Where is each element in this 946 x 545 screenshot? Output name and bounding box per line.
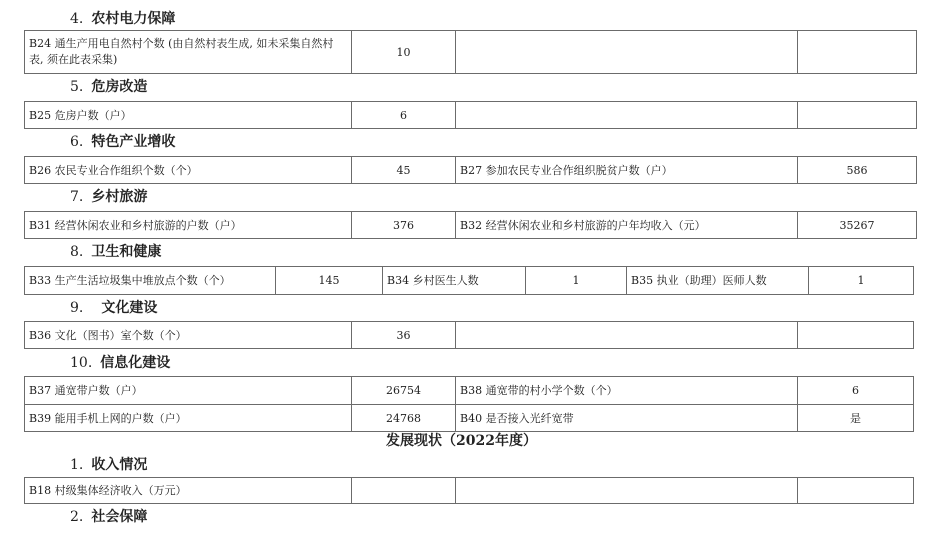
section-heading-health: 8. 卫生和健康 xyxy=(70,244,162,260)
table-row xyxy=(25,157,917,184)
table-industry xyxy=(24,156,917,184)
table-row xyxy=(25,102,917,129)
b38-value: 6 xyxy=(798,377,914,405)
section-heading-industry: 6. 特色产业增收 xyxy=(70,134,176,150)
table-income xyxy=(24,477,914,504)
empty-cell xyxy=(456,478,798,504)
b39-label: B39 能用手机上网的户数（户） xyxy=(25,405,352,432)
b18-label: B18 村级集体经济收入（万元） xyxy=(25,478,352,504)
b34-label: B34 乡村医生人数 xyxy=(383,267,526,295)
b40-value: 是 xyxy=(798,405,914,432)
table-row xyxy=(25,377,914,405)
b34-value: 1 xyxy=(526,267,627,295)
section-heading-culture: 9. 文化建设 xyxy=(70,300,158,316)
b24-label: B24 通生产用电自然村个数 (由自然村表生成, 如未采集自然村表, 须在此表采集) xyxy=(25,31,352,74)
section-heading-housing: 5. 危房改造 xyxy=(70,79,148,95)
b32-label: B32 经营休闲农业和乡村旅游的户年均收入（元） xyxy=(456,212,798,239)
b33-value: 145 xyxy=(276,267,383,295)
section-heading-power: 4. 农村电力保障 xyxy=(70,11,176,27)
table-row xyxy=(25,267,914,295)
table-row xyxy=(25,478,914,504)
empty-cell xyxy=(456,31,798,74)
section-heading-income: 1. 收入情况 xyxy=(70,457,148,473)
b36-value: 36 xyxy=(352,322,456,349)
table-row xyxy=(25,31,917,74)
b39-value: 24768 xyxy=(352,405,456,432)
table-culture xyxy=(24,321,914,349)
b27-value: 586 xyxy=(798,157,917,184)
section-heading-informatization: 10. 信息化建设 xyxy=(70,355,171,371)
empty-cell xyxy=(456,102,798,129)
b26-value: 45 xyxy=(352,157,456,184)
table-tourism xyxy=(24,211,917,239)
b25-label: B25 危房户数（户） xyxy=(25,102,352,129)
b40-label: B40 是否接入光纤宽带 xyxy=(456,405,798,432)
b36-label: B36 文化（图书）室个数（个） xyxy=(25,322,352,349)
b38-label: B38 通宽带的村小学个数（个） xyxy=(456,377,798,405)
b27-label: B27 参加农民专业合作组织脱贫户数（户） xyxy=(456,157,798,184)
b37-label: B37 通宽带户数（户） xyxy=(25,377,352,405)
b25-value: 6 xyxy=(352,102,456,129)
heading-development-status: 发展现状（2022年度） xyxy=(386,433,537,449)
b37-value: 26754 xyxy=(352,377,456,405)
b26-label: B26 农民专业合作组织个数（个） xyxy=(25,157,352,184)
section-heading-tourism: 7. 乡村旅游 xyxy=(70,189,148,205)
table-power xyxy=(24,30,917,74)
b31-value: 376 xyxy=(352,212,456,239)
empty-cell xyxy=(798,322,914,349)
b33-label: B33 生产生活垃圾集中堆放点个数（个） xyxy=(25,267,276,295)
section-heading-social-security: 2. 社会保障 xyxy=(70,509,148,525)
empty-cell xyxy=(798,102,917,129)
empty-cell xyxy=(798,478,914,504)
table-row xyxy=(25,322,914,349)
b24-value: 10 xyxy=(352,31,456,74)
b32-value: 35267 xyxy=(798,212,917,239)
b31-label: B31 经营休闲农业和乡村旅游的户数（户） xyxy=(25,212,352,239)
table-row xyxy=(25,212,917,239)
empty-cell xyxy=(798,31,917,74)
b35-label: B35 执业（助理）医师人数 xyxy=(627,267,809,295)
table-health xyxy=(24,266,914,295)
empty-cell xyxy=(456,322,798,349)
table-informatization xyxy=(24,376,914,432)
b18-value xyxy=(352,478,456,504)
table-housing xyxy=(24,101,917,129)
b35-value: 1 xyxy=(809,267,914,295)
table-row xyxy=(25,405,914,432)
